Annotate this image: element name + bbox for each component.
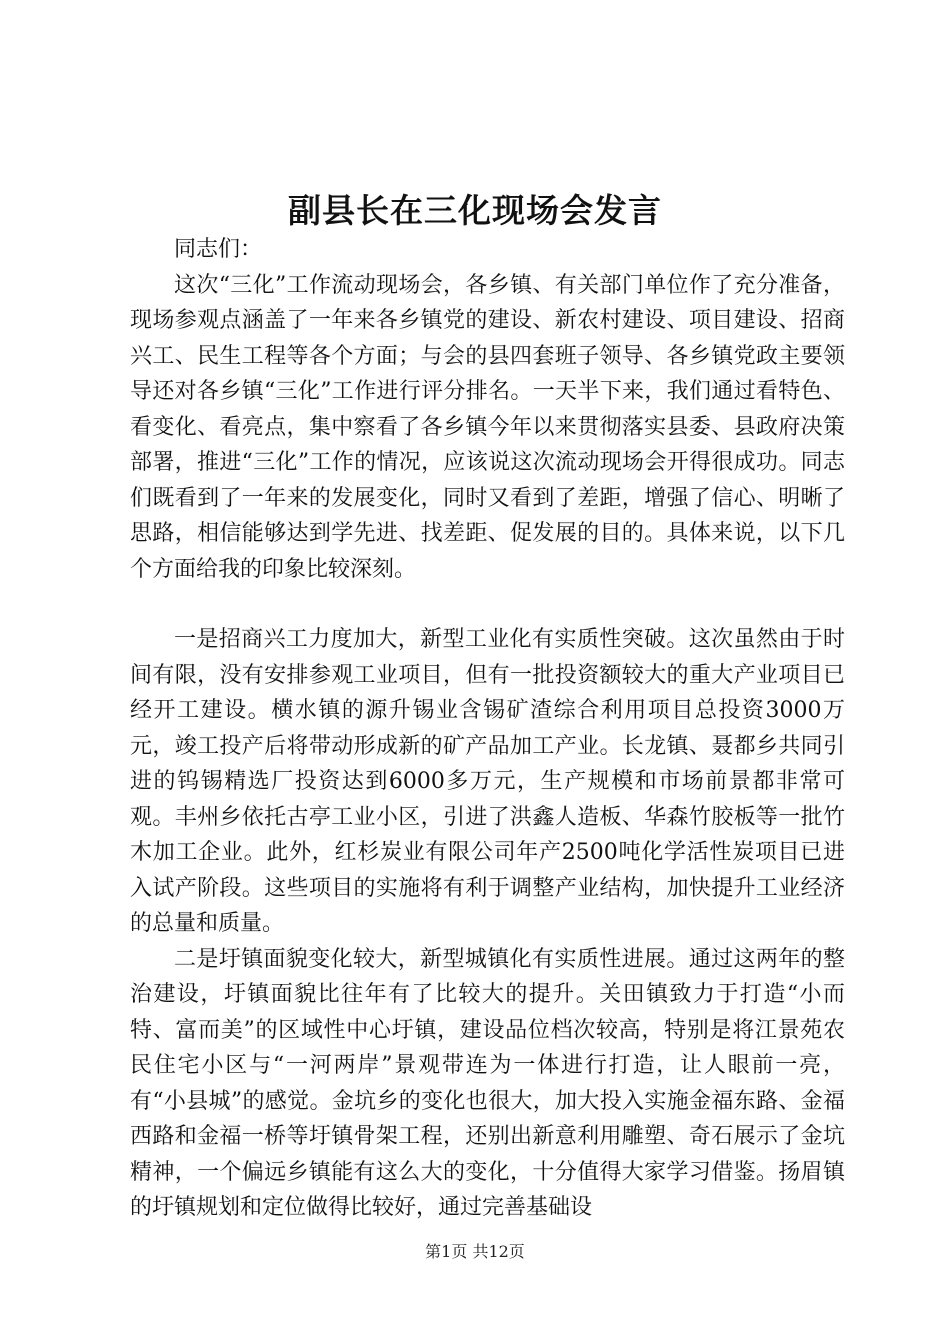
paragraph-urbanization: 二是圩镇面貌变化较大，新型城镇化有实质性进展。通过这两年的整治建设，圩镇面貌比往年有了比较大的提升。关田镇致力于打造“小而特、富而美”的区域性中心圩镇，建设品位档次较高，特别是将江景苑农民住宅小区与“一河两岸”景观带连为一体进行打造，让人眼前一亮，有“小县城”的感觉。金坑乡的变化也很大，加大投入实施金福东路、金福西路和金福一桥等圩镇骨架工程，还别出新意利用雕塑、奇石展示了金坑精神，一个偏远乡镇能有这么大的变化，十分值得大家学习借鉴。扬眉镇的圩镇规划和定位做得比较好，通过完善基础设	[130, 946, 845, 1220]
salutation: 同志们：	[174, 237, 263, 262]
document-body	[130, 232, 845, 1226]
paragraph-industry: 一是招商兴工力度加大，新型工业化有实质性突破。这次虽然由于时间有限，没有安排参观工业项目，但有一批投资额较大的重大产业项目已经开工建设。横水镇的源升锡业含锡矿渣综合利用项目总投资3000万元，竣工投产后将带动形成新的矿产品加工产业。长龙镇、聂都乡共同引进的钨锡精选厂投资达到6000多万元，生产规模和市场前景都非常可观。丰州乡依托古亭工业小区，引进了洪鑫人造板、华森竹胶板等一批竹木加工企业。此外，红杉炭业有限公司年产2500吨化学活性炭项目已进入试产阶段。这些项目的实施将有利于调整产业结构，加快提升工业经济的总量和质量。	[130, 627, 845, 936]
document-title: 副县长在三化现场会发言	[288, 191, 662, 230]
page-number-footer: 第1页 共12页	[425, 1242, 525, 1261]
paragraph-intro: 这次“三化”工作流动现场会，各乡镇、有关部门单位作了充分准备，现场参观点涵盖了一年来各乡镇党的建设、新农村建设、项目建设、招商兴工、民生工程等各个方面；与会的县四套班子领导、各乡镇党政主要领导还对各乡镇“三化”工作进行评分排名。一天半下来，我们通过看特色、看变化、看亮点，集中察看了各乡镇今年以来贯彻落实县委、县政府决策部署，推进“三化”工作的情况，应该说这次流动现场会开得很成功。同志们既看到了一年来的发展变化，同时又看到了差距，增强了信心、明晰了思路，相信能够达到学先进、找差距、促发展的目的。具体来说，以下几个方面给我的印象比较深刻。	[130, 272, 845, 582]
